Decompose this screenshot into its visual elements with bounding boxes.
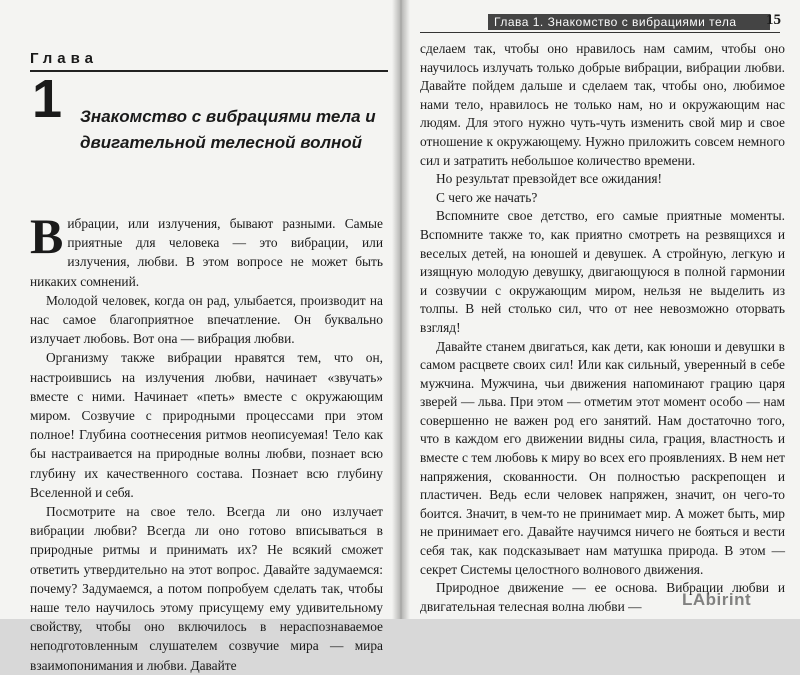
chapter-number: 1	[32, 69, 63, 129]
paragraph: Организму также вибрации нравятся тем, что он, настроившись на излучения любви, начинает «звучать» вместе с ними. Начинает «петь» вместе с окружающим миром. Созвучие с природными процессами при этом полное! Глубина соотнесения ритмов неописуемая! Тело как бы настраивается на природные волны любви, познает всю глубину их качественного состава. Познает всю глубину Вселенной и себя.	[30, 350, 383, 500]
page-number: 15	[766, 12, 781, 28]
paragraph: Давайте станем двигаться, как дети, как юноши и девушки в самом расцвете своих сил! Или как сильный, уверенный в себе мужчина. Мужчина, чьи движения напоминают грацию царя зверей — льва. При этом — отметим этот момент особо — нам совершенно не важен род его занятий. Нам достаточно того, что в каждом его движении видны сила, грация, властность и вместе с тем любовь к миру во всех его проявлениях. В нем нет напряжения, скованности. Он полностью раскрепощен и пластичен. Ведь если человек напряжен, значит, он чего-то боится. Значит, в чем-то не принимает мир. А может быть, мир не принимает его. Давайте научимся ничего не бояться и вести себя так, как подсказывает нам матушка природа. В этом — секрет Системы целостного волнового движения.	[420, 338, 785, 577]
paragraph	[30, 208, 383, 291]
paragraph: С чего же начать?	[436, 189, 538, 205]
header-rule	[420, 32, 780, 33]
left-page	[0, 0, 398, 673]
paragraph: Молодой человек, когда он рад, улыбается, производит на нас самое благоприятное впечатление. Он буквально излучает любовь. Вот она — вибрация любви.	[30, 292, 383, 347]
page-gutter	[392, 0, 410, 619]
paragraph-text: ибрации, или излучения, бывают разными. Самые приятные для человека — это вибрации, или излучения, любви. В этом вопросе не может быть никаких сомнений.	[30, 216, 383, 289]
left-body-text	[30, 208, 383, 675]
running-head: Глава 1. Знакомство с вибрациями тела	[488, 14, 770, 30]
chapter-rule	[30, 70, 388, 72]
right-body-text	[420, 40, 785, 616]
paragraph: сделаем так, чтобы оно нравилось нам самим, чтобы оно научилось излучать только добрые вибрации, вибрации любви. Давайте пойдем дальше и сделаем так, чтобы оно, любимое нами тело, нравилось не только нам, но и окружающим нас людям. Для этого нужно чуть-чуть изменить свой мир и свое отношение к окружающему. Нужно приложить совсем немного сил и затратить небольшое количество времени.	[420, 41, 785, 168]
paragraph: Природное движение — ее основа. Вибрации любви и двигательная телесная волна любви —	[420, 580, 785, 614]
labirint-watermark: LAbirint	[682, 590, 752, 609]
paragraph: Посмотрите на свое тело. Всегда ли оно излучает вибрации любви? Всегда ли оно готово вписываться в природные ритмы и принимать их? Не всякий сможет ответить утвердительно на этот вопрос. Давайте задумаемся: почему? Задумаемся, а потом попробуем сделать так, чтобы наше тело научилось этому присущему ему удивительному свойству, чтобы оно включилось в нераспознаваемое неподготовленным слушателем созвучие мира — мира взаимопонимания и любви. Давайте	[30, 504, 383, 673]
chapter-label: Глава	[30, 50, 98, 67]
paragraph: Но результат превзойдет все ожидания!	[436, 171, 663, 187]
drop-cap: В	[30, 208, 64, 264]
chapter-title: Знакомство с вибрациями тела и двигательной телесной волной	[80, 107, 376, 152]
paragraph: Вспомните свое детство, его самые приятные моменты. Вспомните также то, как приятно смотреть на резвящихся и веселых детей, на юношей и девушек. А стройную, легкую и изящную молодую девушку, двигающуюся в полной гармонии и созвучии с окружающим миром, нельзя не выделить из толпы. В ней столько сил, что от нее невозможно оторвать взгляд!	[420, 208, 785, 335]
